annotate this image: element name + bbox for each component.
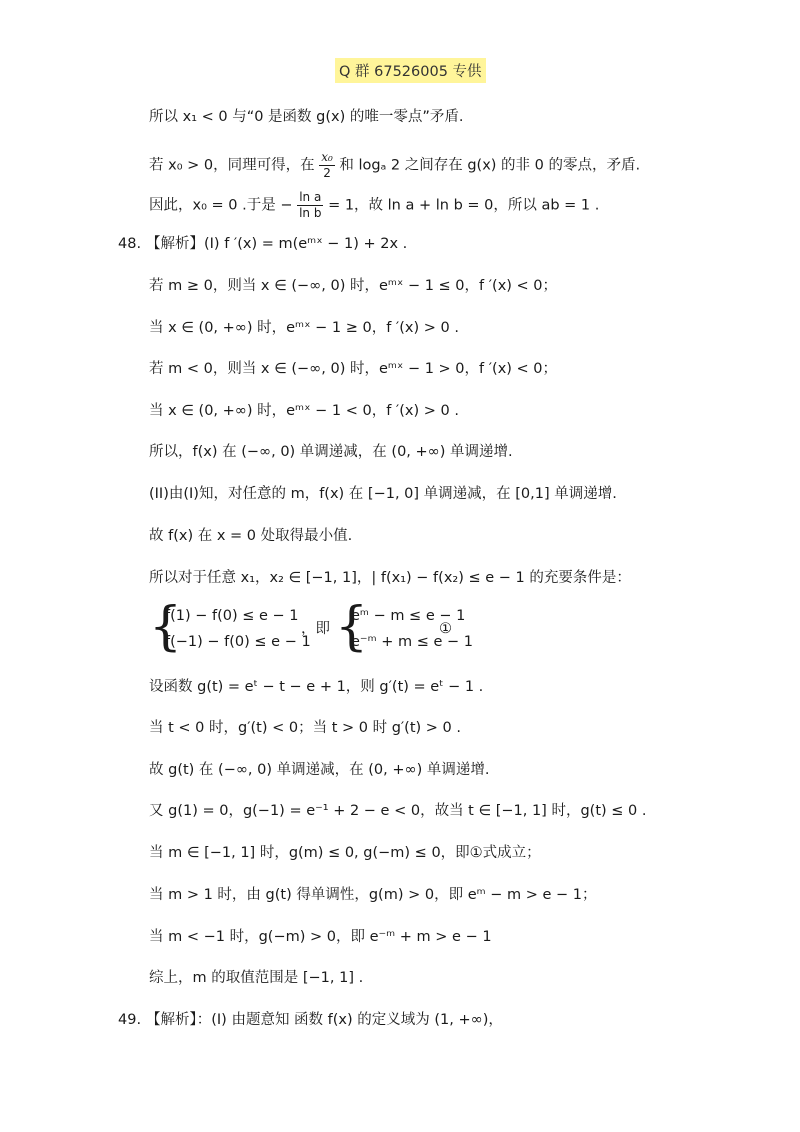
text-line: 当 x ∈ (0, +∞) 时，eᵐˣ − 1 < 0，f ′(x) > 0 .: [149, 403, 459, 419]
text-line: 【解析】：(I) 由题意知 函数 f(x) 的定义域为 (1, +∞)，: [146, 1012, 503, 1028]
text-line: 故 f(x) 在 x = 0 处取得最小值.: [149, 528, 353, 544]
left-brace: {: [149, 597, 183, 657]
text-line: 所以，f(x) 在 (−∞, 0) 单调递减，在 (0, +∞) 单调递增.: [149, 444, 513, 460]
fraction-denominator: 2: [323, 166, 331, 180]
text-line: 当 m ∈ [−1, 1] 时，g(m) ≤ 0, g(−m) ≤ 0，即①式成立；: [149, 845, 541, 861]
fraction: [297, 190, 323, 221]
text-line: 若 m < 0，则当 x ∈ (−∞, 0) 时，eᵐˣ − 1 > 0，f ′(x) < 0；: [149, 361, 558, 377]
fraction-numerator: x₀: [321, 150, 333, 164]
text-line: 所以 x₁ < 0 与“0 是函数 g(x) 的唯一零点”矛盾.: [149, 109, 464, 125]
text-line: 又 g(1) = 0，g(−1) = e⁻¹ + 2 − e < 0，故当 t ∈ [−1, 1] 时，g(t) ≤ 0 .: [149, 803, 647, 819]
text-line: 当 m < −1 时，g(−m) > 0，即 e⁻ᵐ + m > e − 1: [149, 929, 492, 945]
fraction-denominator: ln b: [299, 206, 322, 220]
text-line: [149, 150, 640, 181]
text-segment: 和 logₐ 2 之间存在 g(x) 的非 0 的零点，矛盾.: [339, 157, 641, 174]
system-row: f(1) − f(0) ≤ e − 1: [165, 608, 299, 624]
text-segment: 因此，x₀ = 0 .于是 −: [149, 197, 293, 214]
problem-number: 49.: [118, 1012, 142, 1028]
text-line: 所以对于任意 x₁，x₂ ∈ [−1, 1]，| f(x₁) − f(x₂) ≤ e − 1 的充要条件是：: [149, 570, 631, 586]
text-line: 综上，m 的取值范围是 [−1, 1] .: [149, 970, 364, 986]
text-line: 故 g(t) 在 (−∞, 0) 单调递减，在 (0, +∞) 单调递增.: [149, 762, 490, 778]
circled-one-marker: ①: [439, 621, 452, 637]
text-segment: ，即: [301, 621, 330, 637]
text-line: (II)由(I)知，对任意的 m，f(x) 在 [−1, 0] 单调递减，在 [0,1] 单调递增.: [149, 486, 617, 502]
text-segment: 若 x₀ > 0，同理可得，在: [149, 157, 315, 174]
text-line: 当 x ∈ (0, +∞) 时，eᵐˣ − 1 ≥ 0，f ′(x) > 0 .: [149, 320, 459, 336]
text-line: 设函数 g(t) = eᵗ − t − e + 1，则 g′(t) = eᵗ − 1 .: [149, 679, 484, 695]
text-line: [149, 190, 599, 221]
watermark-banner: Q 群 67526005 专供: [335, 58, 486, 83]
system-row: f(−1) − f(0) ≤ e − 1: [165, 634, 311, 650]
system-row: e⁻ᵐ + m ≤ e − 1: [351, 634, 473, 650]
text-line: 当 m > 1 时，由 g(t) 得单调性，g(m) > 0，即 eᵐ − m > e − 1；: [149, 887, 597, 903]
left-brace: {: [335, 597, 369, 657]
system-row: eᵐ − m ≤ e − 1: [351, 608, 466, 624]
text-line: 若 m ≥ 0，则当 x ∈ (−∞, 0) 时，eᵐˣ − 1 ≤ 0，f ′(x) < 0；: [149, 278, 558, 294]
text-segment: = 1，故 ln a + ln b = 0，所以 ab = 1 .: [328, 197, 600, 214]
fraction-numerator: ln a: [297, 190, 323, 206]
fraction: [319, 150, 335, 181]
problem-number: 48.: [118, 236, 142, 252]
text-line: 当 t < 0 时，g′(t) < 0；当 t > 0 时 g′(t) > 0 .: [149, 720, 461, 736]
text-line: 【解析】(I) f ′(x) = m(eᵐˣ − 1) + 2x .: [146, 236, 408, 252]
